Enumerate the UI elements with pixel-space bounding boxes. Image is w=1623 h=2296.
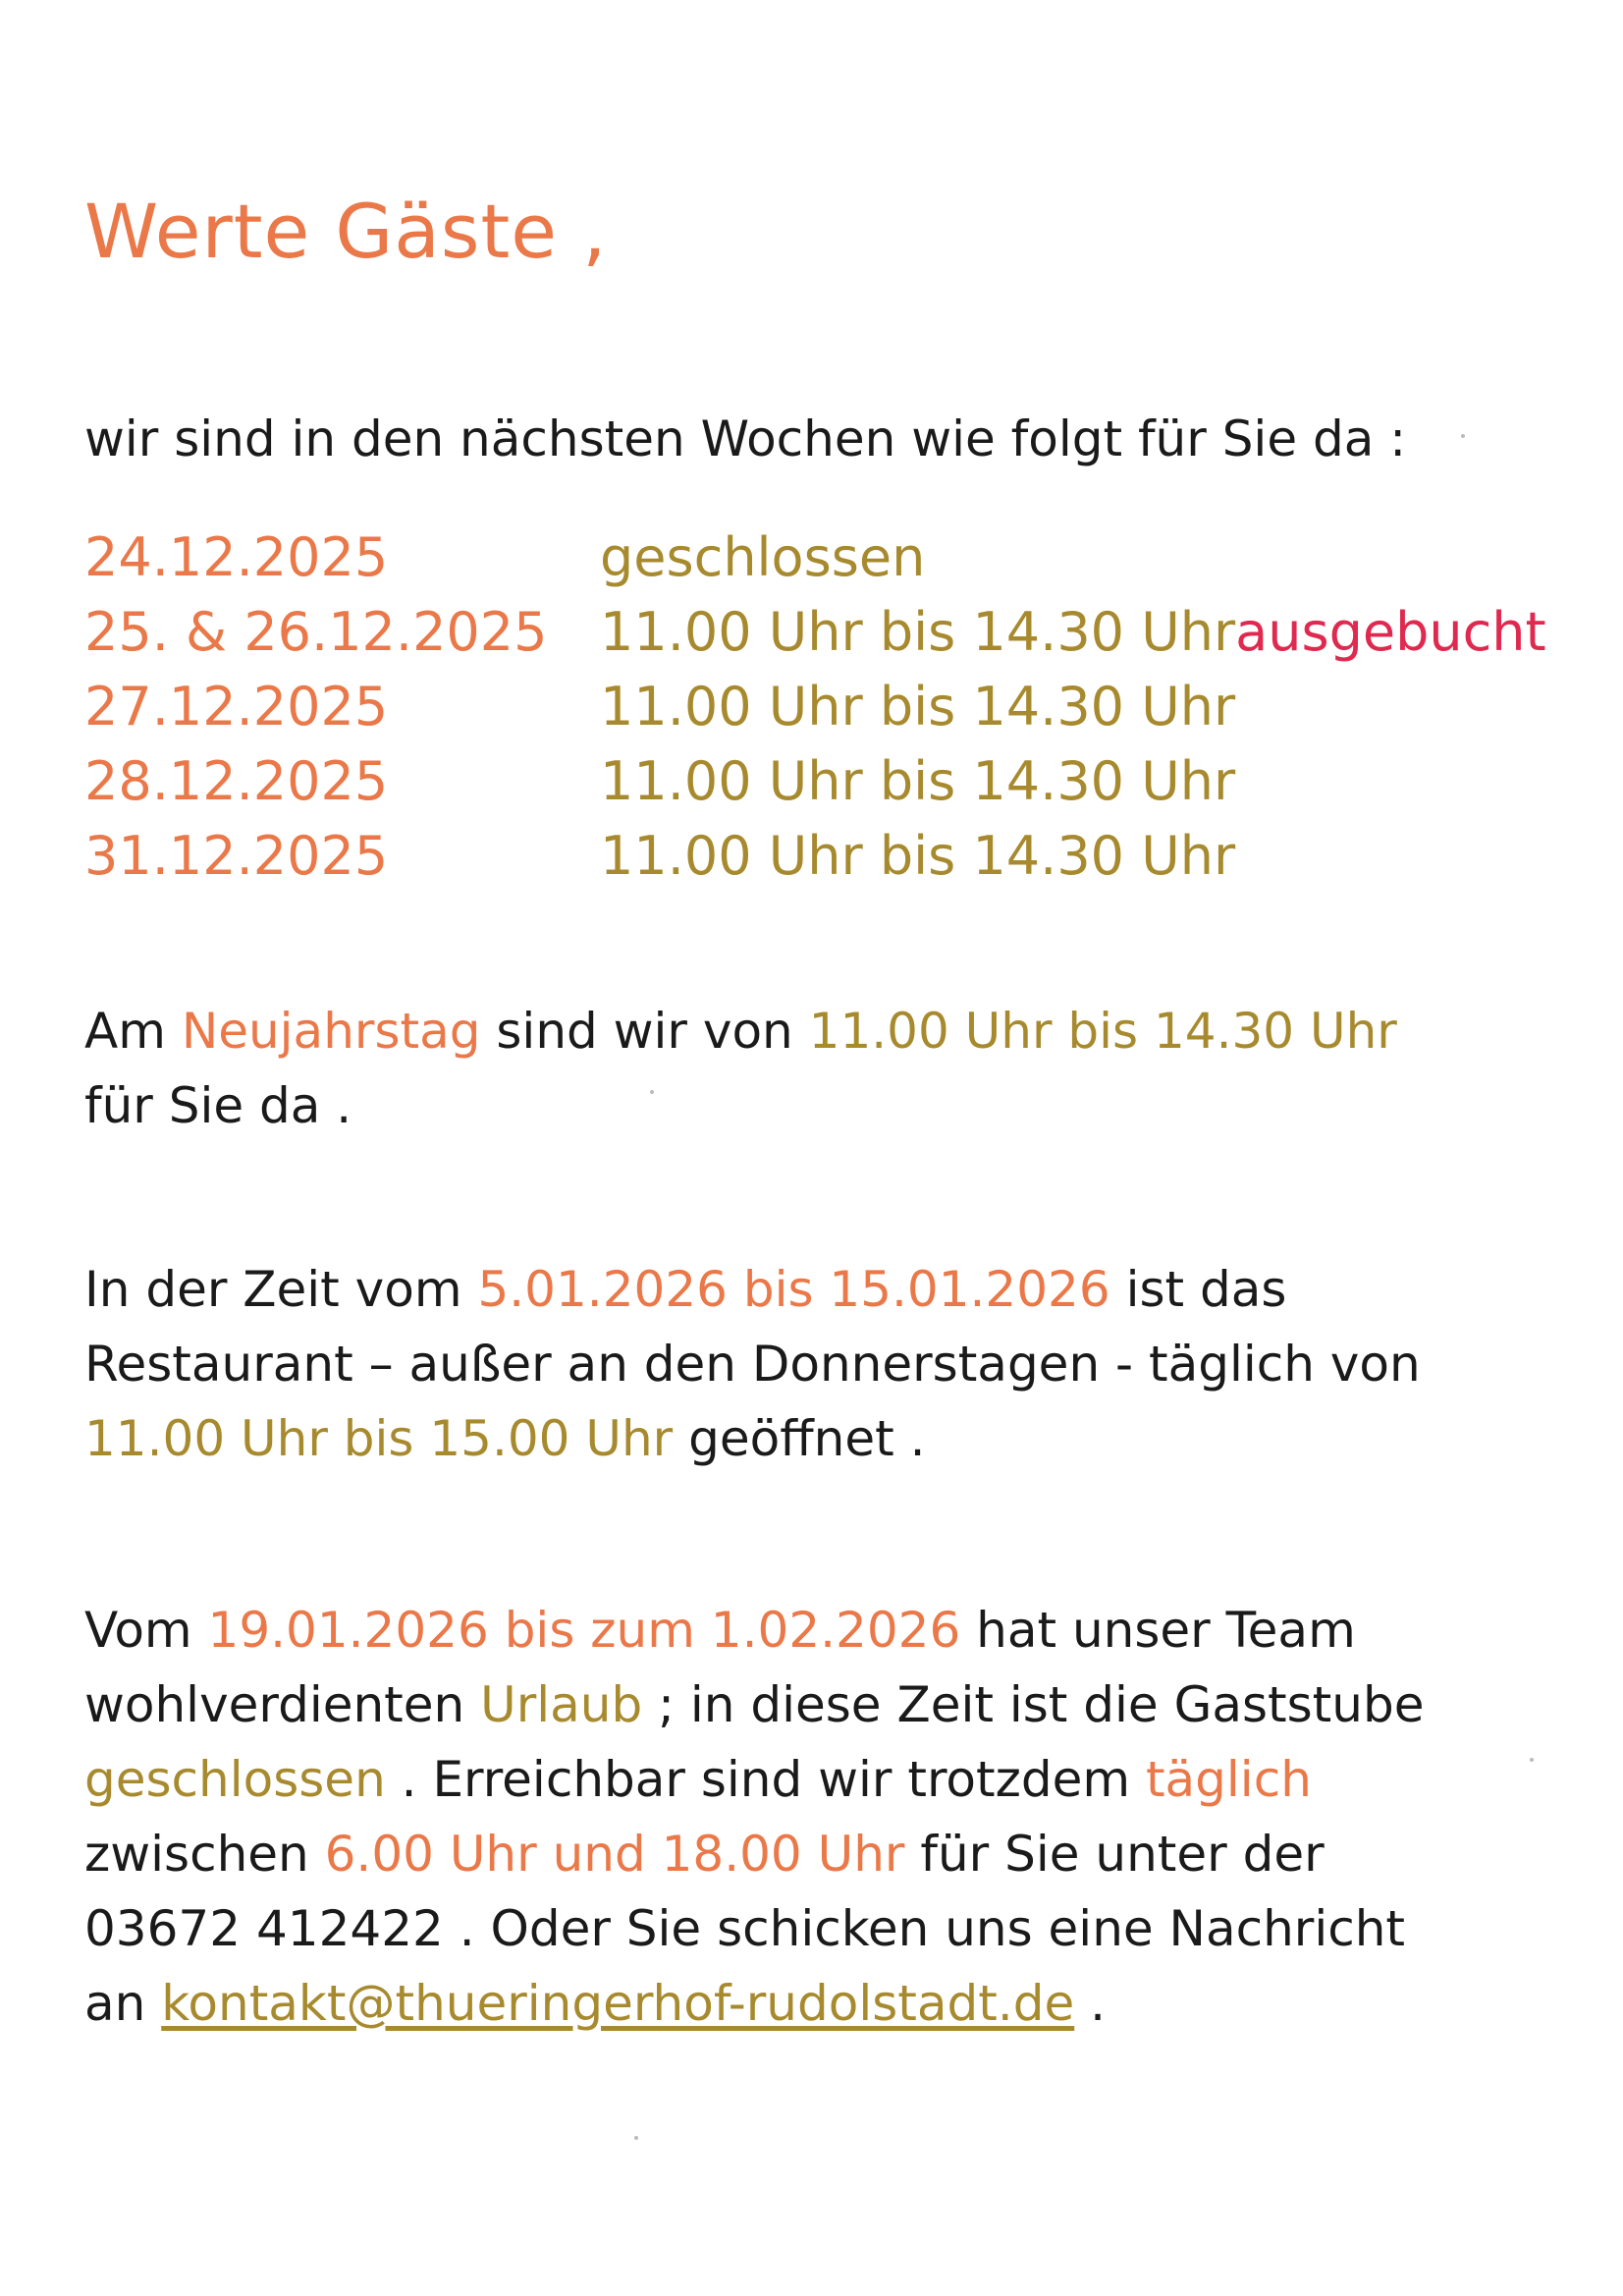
schedule-hours: 11.00 Uhr bis 14.30 Uhr	[600, 601, 1236, 663]
phone-hours: 6.00 Uhr und 18.00 Uhr	[324, 1826, 905, 1883]
newyear-hours: 11.00 Uhr bis 14.30 Uhr	[808, 1003, 1397, 1060]
january-line-3: 11.00 Uhr bis 15.00 Uhr geöffnet .	[84, 1410, 926, 1467]
schedule-date: 28.12.2025	[84, 750, 389, 812]
schedule-date: 31.12.2025	[84, 825, 389, 887]
vacation-line-3: geschlossen . Erreichbar sind wir trotzdem täglich	[84, 1751, 1312, 1808]
schedule-hours: 11.00 Uhr bis 14.30 Uhr	[600, 676, 1236, 738]
scan-speck	[634, 2136, 638, 2140]
schedule-hours: 11.00 Uhr bis 14.30 Uhr	[600, 750, 1236, 812]
email-link[interactable]: kontakt@thueringerhof-rudolstadt.de	[161, 1975, 1075, 2032]
schedule-time	[600, 595, 1546, 670]
email-line: an kontakt@thueringerhof-rudolstadt.de .	[84, 1975, 1107, 2032]
schedule-date: 27.12.2025	[84, 676, 389, 738]
january-paragraph	[84, 1252, 1421, 1476]
january-hours: 11.00 Uhr bis 15.00 Uhr	[84, 1410, 674, 1467]
newyear-line-2: für Sie da .	[84, 1077, 352, 1134]
daily-word: täglich	[1145, 1751, 1312, 1808]
booked-out-note: ausgebucht	[1235, 601, 1546, 663]
schedule-time	[600, 670, 1235, 744]
intro-text: wir sind in den nächsten Wochen wie folgt für Sie da :	[84, 410, 1407, 467]
vacation-line-1: Vom 19.01.2026 bis zum 1.02.2026 hat unser Team	[84, 1602, 1356, 1659]
newyear-holiday: Neujahrstag	[181, 1003, 481, 1060]
closed-word: geschlossen	[84, 1751, 386, 1808]
schedule-time	[600, 520, 925, 595]
vacation-line-2: wohlverdienten Urlaub ; in diese Zeit ist die Gaststube	[84, 1676, 1425, 1733]
vacation-date-range: 19.01.2026 bis zum 1.02.2026	[207, 1602, 961, 1659]
newyear-paragraph	[84, 994, 1397, 1143]
vacation-paragraph	[84, 1593, 1424, 2041]
schedule-hours: geschlossen	[600, 526, 926, 588]
phone-line: 03672 412422 . Oder Sie schicken uns eine Nachricht	[84, 1900, 1405, 1957]
january-line-1: In der Zeit vom 5.01.2026 bis 15.01.2026 ist das	[84, 1261, 1287, 1318]
vacation-word: Urlaub	[480, 1676, 643, 1733]
schedule-date: 24.12.2025	[84, 526, 389, 588]
january-date-range: 5.01.2026 bis 15.01.2026	[477, 1261, 1110, 1318]
newyear-line-1: Am Neujahrstag sind wir von 11.00 Uhr bis 14.30 Uhr	[84, 1003, 1397, 1060]
scan-speck	[1530, 1758, 1534, 1762]
january-line-2: Restaurant – außer an den Donnerstagen - täglich von	[84, 1336, 1421, 1393]
schedule-date: 25. & 26.12.2025	[84, 601, 548, 663]
greeting-heading: Werte Gäste ,	[84, 188, 608, 275]
schedule-time	[600, 744, 1235, 819]
scan-speck	[1461, 434, 1465, 438]
schedule-hours: 11.00 Uhr bis 14.30 Uhr	[600, 825, 1236, 887]
scan-speck	[650, 1090, 654, 1094]
vacation-line-4: zwischen 6.00 Uhr und 18.00 Uhr für Sie unter der	[84, 1826, 1325, 1883]
schedule-time	[600, 819, 1235, 894]
